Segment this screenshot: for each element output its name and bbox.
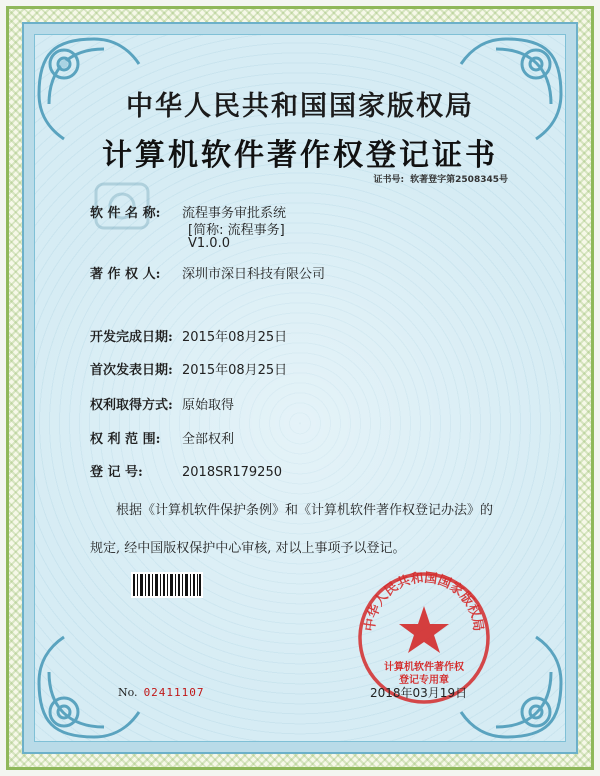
owner-label: 著 作 权 人: bbox=[90, 267, 161, 282]
certificate-number-value: 软著登字第2508345号 bbox=[410, 175, 508, 185]
scope-label: 权 利 范 围: bbox=[90, 432, 161, 447]
software-short-name: [简称: 流程事务] bbox=[188, 223, 285, 238]
dev-date-row bbox=[90, 326, 287, 345]
dev-date-value: 2015年08月25日 bbox=[182, 330, 288, 345]
software-name-value: 流程事务审批系统 bbox=[182, 206, 287, 221]
serial-number bbox=[118, 686, 205, 699]
seal-inner-line2: 登记专用章 bbox=[399, 675, 449, 686]
acquire-row bbox=[90, 394, 234, 413]
owner-row bbox=[90, 263, 325, 282]
registration-row bbox=[90, 461, 282, 480]
software-version: V1.0.0 bbox=[188, 236, 230, 251]
certificate-number-label: 证书号: bbox=[373, 175, 405, 185]
pub-date-row bbox=[90, 359, 287, 378]
certificate-number bbox=[368, 172, 508, 185]
seal-inner-line1: 计算机软件著作权 bbox=[384, 662, 464, 673]
serial-value: 02411107 bbox=[143, 686, 205, 699]
pub-date-value: 2015年08月25日 bbox=[182, 363, 288, 378]
owner-value: 深圳市深日科技有限公司 bbox=[182, 267, 326, 282]
registration-label: 登 记 号: bbox=[90, 465, 143, 480]
barcode-icon bbox=[131, 572, 203, 598]
scope-row bbox=[90, 428, 234, 447]
legal-paragraph-line1: 根据《计算机软件保护条例》和《计算机软件著作权登记办法》的 bbox=[116, 503, 494, 518]
dev-date-label: 开发完成日期: bbox=[90, 330, 173, 345]
legal-paragraph-line2: 规定, 经中国版权保护中心审核, 对以上事项予以登记。 bbox=[90, 541, 406, 556]
issuer-title: 中华人民共和国国家版权局 bbox=[126, 91, 474, 122]
seal-ring-text: 中华人民共和国国家版权局 bbox=[362, 570, 486, 633]
acquire-value: 原始取得 bbox=[182, 398, 235, 413]
registration-number: 2018SR179250 bbox=[182, 465, 282, 480]
issue-date: 2018年03月19日 bbox=[370, 686, 468, 700]
certificate-title: 计算机软件著作权登记证书 bbox=[102, 138, 498, 173]
pub-date-label: 首次发表日期: bbox=[90, 363, 173, 378]
acquire-label: 权利取得方式: bbox=[90, 398, 173, 413]
serial-label: No. bbox=[118, 686, 138, 699]
software-name-label: 软 件 名 称: bbox=[90, 206, 161, 221]
scope-value: 全部权利 bbox=[182, 432, 235, 447]
